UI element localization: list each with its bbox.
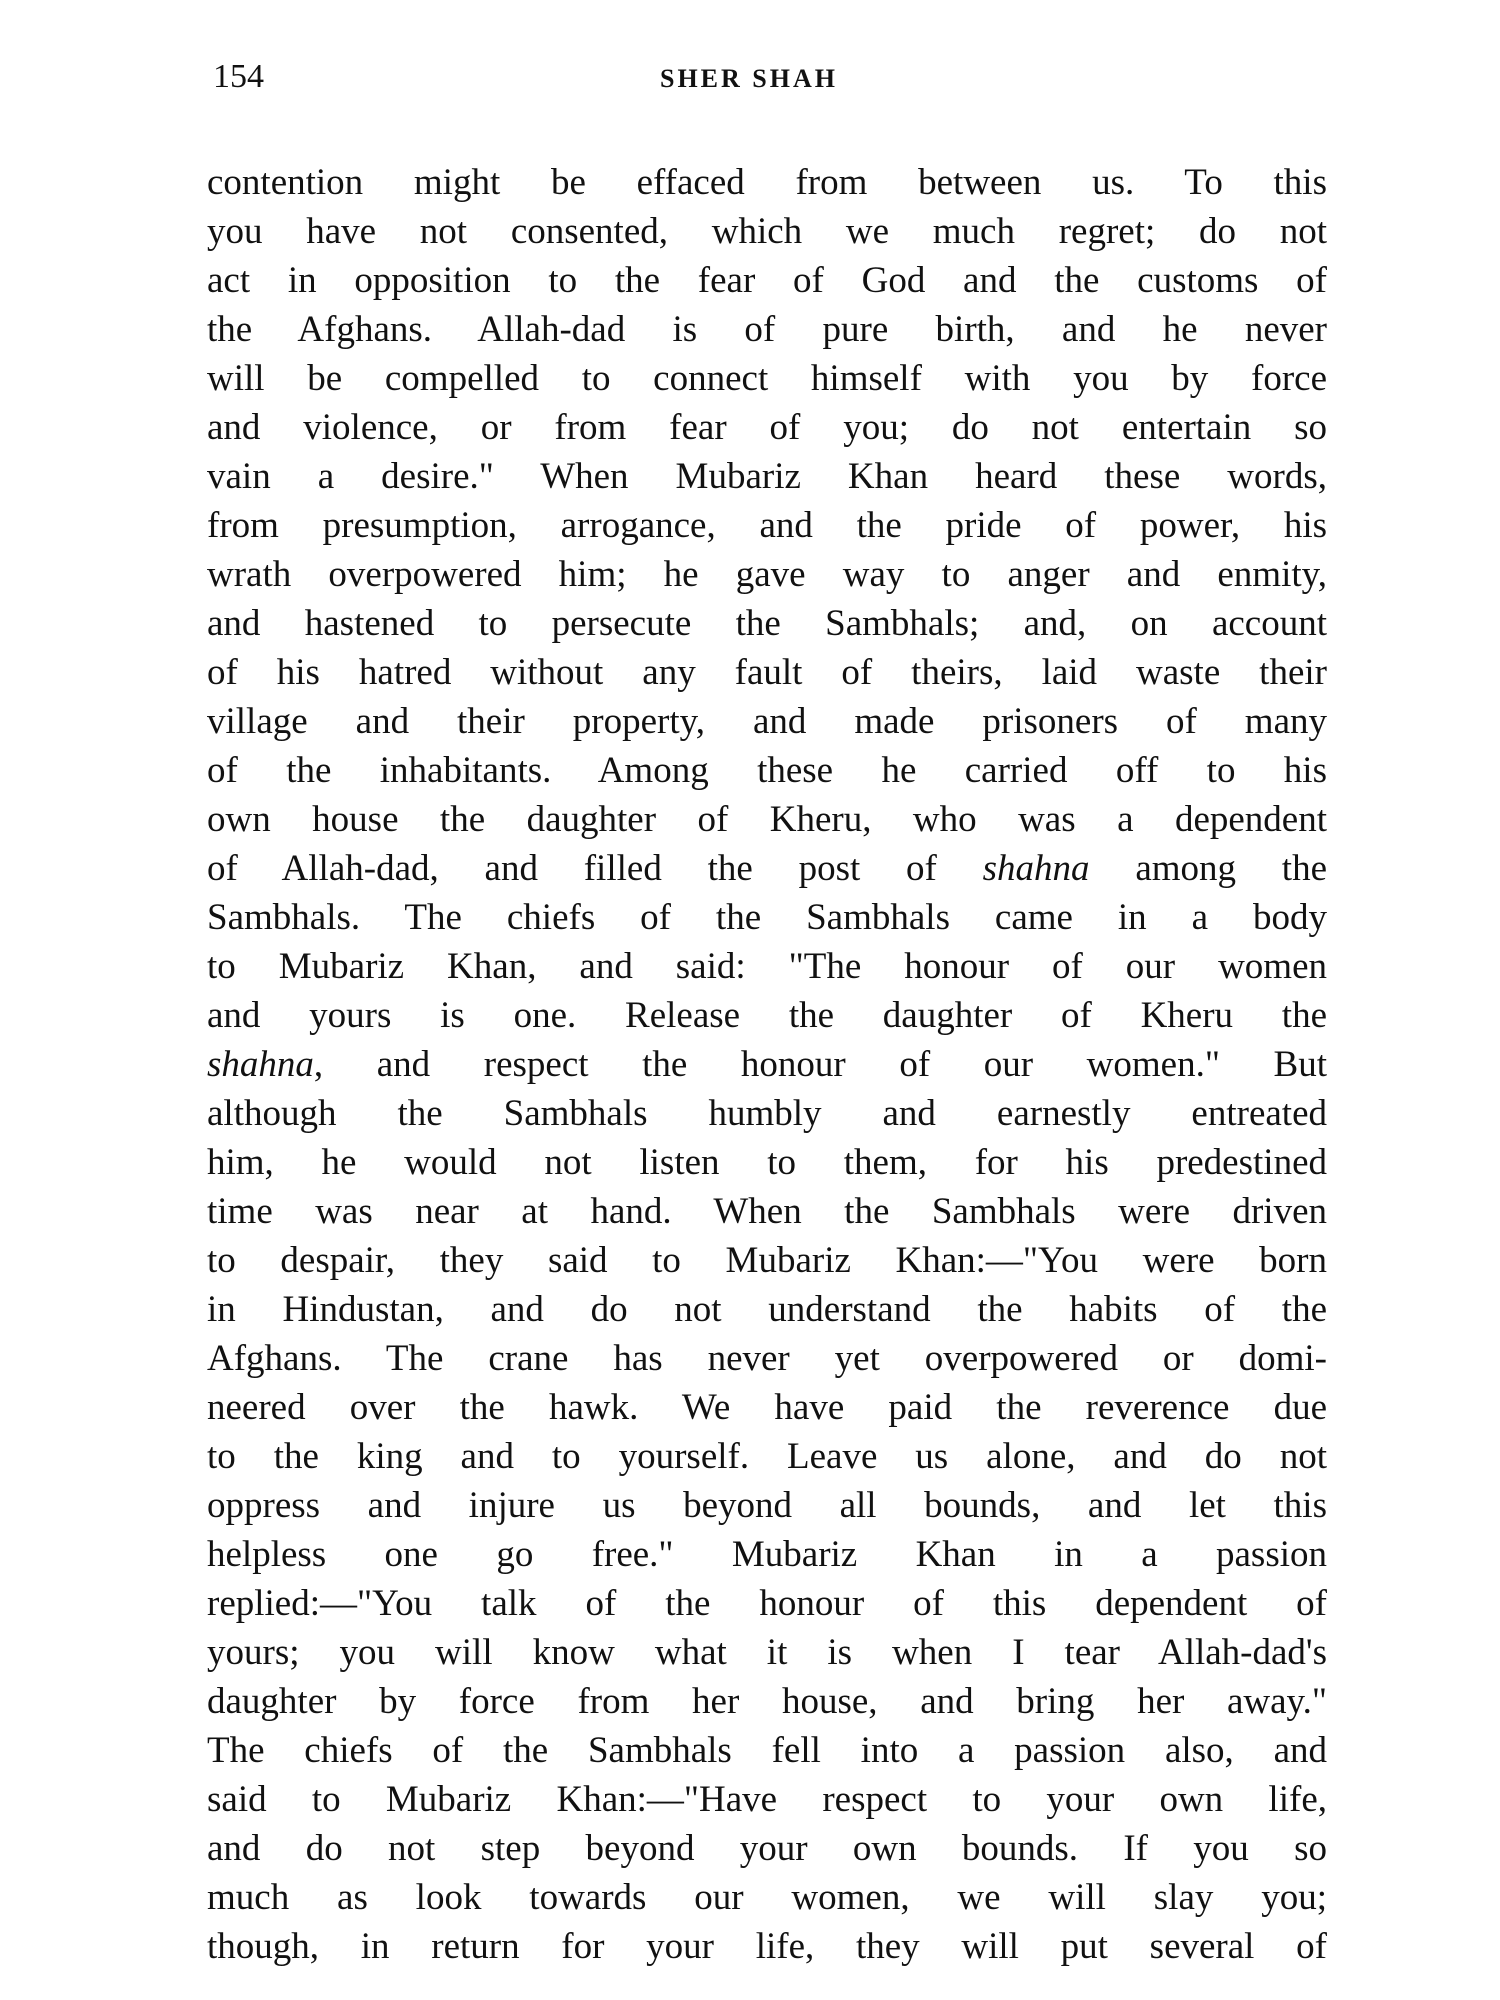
text-line bbox=[207, 1481, 1327, 1530]
text-line bbox=[207, 256, 1327, 305]
text-line bbox=[207, 1285, 1327, 1334]
text-line bbox=[207, 1089, 1327, 1138]
text-line bbox=[207, 158, 1327, 207]
text-line bbox=[207, 844, 1327, 893]
text-segment: and hastened to persecute the Sambhals; and, on account bbox=[207, 603, 1327, 644]
text-line bbox=[207, 1922, 1327, 1971]
text-line bbox=[207, 795, 1327, 844]
text-line bbox=[207, 1383, 1327, 1432]
text-segment: you have not consented, which we much regret; do not bbox=[207, 211, 1327, 252]
text-line bbox=[207, 648, 1327, 697]
text-line bbox=[207, 1187, 1327, 1236]
text-segment: The chiefs of the Sambhals fell into a passion also, and bbox=[207, 1730, 1327, 1771]
text-segment: oppress and injure us beyond all bounds, and let this bbox=[207, 1485, 1327, 1526]
text-line bbox=[207, 1628, 1327, 1677]
text-segment: in Hindustan, and do not understand the habits of the bbox=[207, 1289, 1327, 1330]
text-segment: to Mubariz Khan, and said: "The honour of our women bbox=[207, 946, 1327, 987]
text-line bbox=[207, 1775, 1327, 1824]
body-text bbox=[207, 158, 1327, 1971]
text-segment: village and their property, and made prisoners of many bbox=[207, 701, 1327, 742]
text-segment: will be compelled to connect himself with you by force bbox=[207, 358, 1327, 399]
text-segment: helpless one go free." Mubariz Khan in a passion bbox=[207, 1534, 1327, 1575]
text-line bbox=[207, 746, 1327, 795]
text-segment: act in opposition to the fear of God and the customs of bbox=[207, 260, 1327, 301]
text-line bbox=[207, 697, 1327, 746]
text-segment: to the king and to yourself. Leave us alone, and do not bbox=[207, 1436, 1327, 1477]
running-head-title: SHER SHAH bbox=[660, 64, 838, 93]
text-line bbox=[207, 305, 1327, 354]
text-segment: much as look towards our women, we will slay you; bbox=[207, 1877, 1327, 1918]
text-line bbox=[207, 893, 1327, 942]
text-segment: although the Sambhals humbly and earnestly entreated bbox=[207, 1093, 1327, 1134]
text-line bbox=[207, 1432, 1327, 1481]
text-segment: him, he would not listen to them, for his predestined bbox=[207, 1142, 1327, 1183]
text-segment: of Allah-dad, and filled the post of bbox=[207, 848, 983, 889]
text-segment: from presumption, arrogance, and the pride of power, his bbox=[207, 505, 1327, 546]
text-segment: own house the daughter of Kheru, who was a dependent bbox=[207, 799, 1327, 840]
text-line bbox=[207, 354, 1327, 403]
text-segment: Afghans. The crane has never yet overpowered or domi- bbox=[207, 1338, 1327, 1379]
text-line bbox=[207, 1334, 1327, 1383]
text-segment: among the bbox=[1089, 848, 1328, 889]
text-segment: said to Mubariz Khan:—"Have respect to your own life, bbox=[207, 1779, 1327, 1820]
text-segment: yours; you will know what it is when I tear Allah-dad's bbox=[207, 1632, 1327, 1673]
text-segment: to despair, they said to Mubariz Khan:—"You were born bbox=[207, 1240, 1327, 1281]
text-line bbox=[207, 1138, 1327, 1187]
text-segment: and do not step beyond your own bounds. If you so bbox=[207, 1828, 1327, 1869]
text-segment: of his hatred without any fault of theirs, laid waste their bbox=[207, 652, 1327, 693]
text-line bbox=[207, 1040, 1327, 1089]
text-segment: the Afghans. Allah-dad is of pure birth, and he never bbox=[207, 309, 1327, 350]
text-line bbox=[207, 1824, 1327, 1873]
text-segment: time was near at hand. When the Sambhals were driven bbox=[207, 1191, 1327, 1232]
italic-term: shahna bbox=[207, 1044, 314, 1085]
text-line bbox=[207, 1677, 1327, 1726]
text-segment: neered over the hawk. We have paid the reverence due bbox=[207, 1387, 1327, 1428]
text-line bbox=[207, 599, 1327, 648]
text-segment: daughter by force from her house, and bring her away." bbox=[207, 1681, 1327, 1722]
text-line bbox=[207, 1236, 1327, 1285]
text-segment: wrath overpowered him; he gave way to anger and enmity, bbox=[207, 554, 1327, 595]
text-line bbox=[207, 942, 1327, 991]
text-line bbox=[207, 403, 1327, 452]
text-segment: and yours is one. Release the daughter of Kheru the bbox=[207, 995, 1327, 1036]
text-line bbox=[207, 452, 1327, 501]
text-segment: vain a desire." When Mubariz Khan heard these words, bbox=[207, 456, 1327, 497]
text-segment: though, in return for your life, they will put several of bbox=[207, 1926, 1327, 1967]
text-segment: contention might be effaced from between us. To this bbox=[207, 162, 1327, 203]
text-line bbox=[207, 1579, 1327, 1628]
page-number: 154 bbox=[213, 58, 264, 95]
text-line bbox=[207, 1530, 1327, 1579]
text-segment: replied:—"You talk of the honour of this dependent of bbox=[207, 1583, 1327, 1624]
text-line bbox=[207, 1726, 1327, 1775]
text-line bbox=[207, 550, 1327, 599]
text-segment: and violence, or from fear of you; do not entertain so bbox=[207, 407, 1327, 448]
text-segment: Sambhals. The chiefs of the Sambhals came in a body bbox=[207, 897, 1327, 938]
text-line bbox=[207, 501, 1327, 550]
text-line bbox=[207, 207, 1327, 256]
text-line bbox=[207, 991, 1327, 1040]
italic-term: shahna bbox=[982, 848, 1090, 889]
text-line bbox=[207, 1873, 1327, 1922]
text-segment: , and respect the honour of our women." But bbox=[313, 1044, 1327, 1085]
text-segment: of the inhabitants. Among these he carried off to his bbox=[207, 750, 1327, 791]
